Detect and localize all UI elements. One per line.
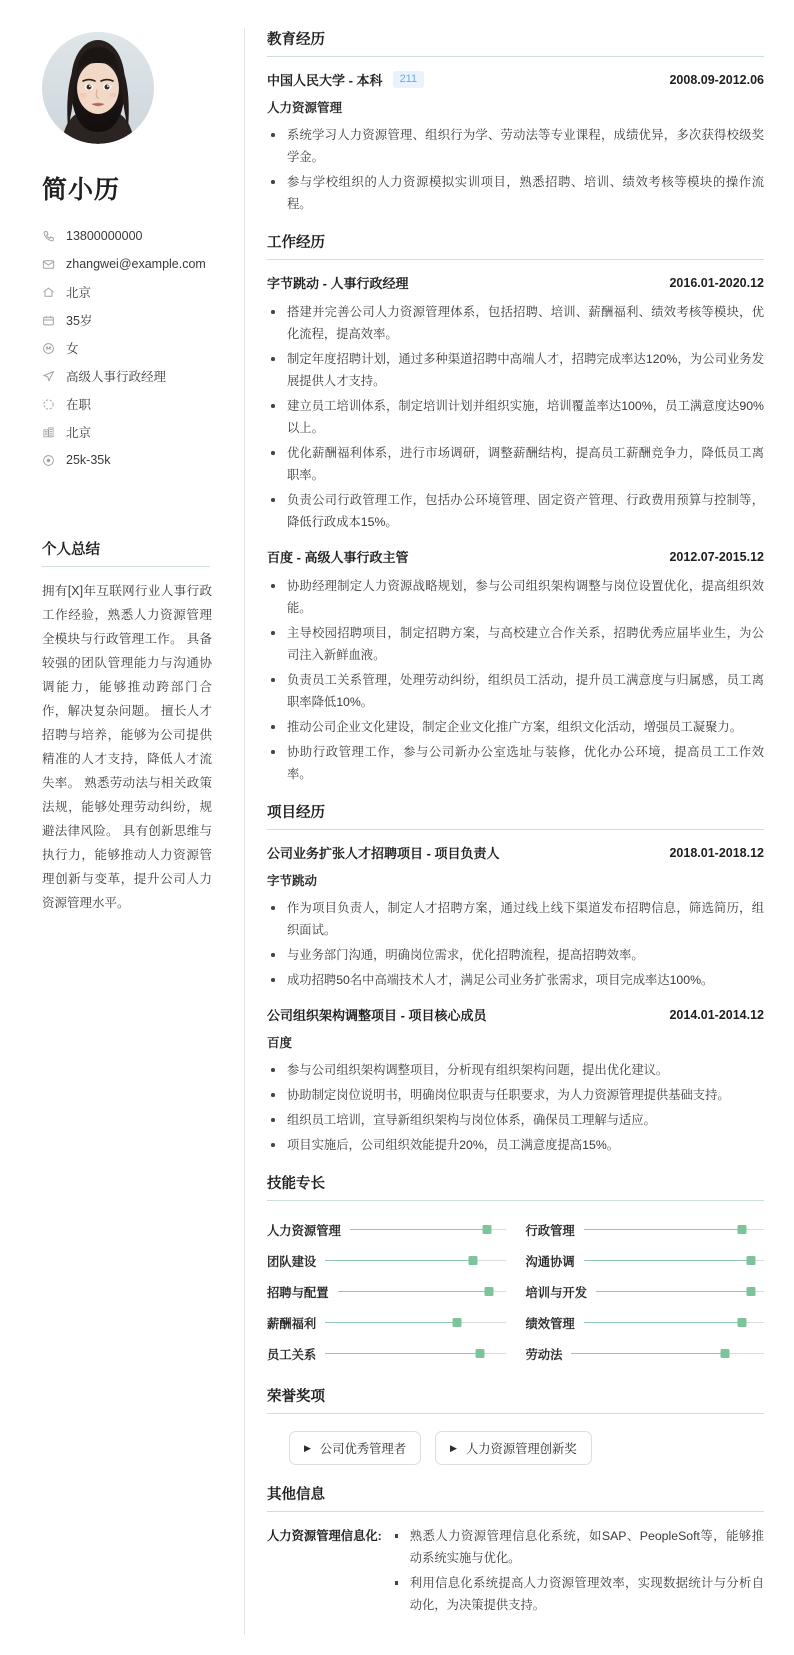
award-label: 公司优秀管理者: [319, 1442, 407, 1456]
skill-row: [267, 1276, 506, 1307]
skill-knob[interactable]: [721, 1349, 730, 1358]
entry-header: [267, 843, 764, 862]
skill-row: [526, 1338, 765, 1369]
city-icon: [42, 426, 60, 439]
list-item: 参与公司组织架构调整项目，分析现有组织架构问题，提出优化建议。: [267, 1059, 764, 1081]
skill-fill: [584, 1229, 743, 1231]
project-entry: [267, 1005, 764, 1156]
skill-label: 沟通协调: [525, 1254, 575, 1269]
skill-slider[interactable]: [325, 1254, 505, 1268]
other-info-group: [267, 1525, 764, 1619]
other-info-body: [382, 1525, 764, 1619]
skill-row: [267, 1338, 506, 1369]
skill-label: 员工关系: [267, 1347, 317, 1362]
work-entry: [267, 547, 764, 785]
summary-text: 拥有[X]年互联网行业人事行政工作经验，熟悉人力资源管理全模块与行政管理工作。 具备较强的团队管理能力与沟通协调能力，能够推动跨部门合作，解决复杂问题。 擅长人才招聘与培养，能够为公司提供精准的人才支持，降低人才流失率。 熟悉劳动法与相关政策法规，能够处理劳动纠纷，规避法律风险。 具有创新思维与执行力，能够推动人力资源管理创新与变革，提升公司人力资源管理水平。: [42, 584, 212, 910]
education-date: 2008.09-2012.06: [669, 72, 764, 87]
skill-row: [267, 1214, 506, 1245]
list-item: 制定年度招聘计划，通过多种渠道招聘中高端人才，招聘完成率达120%，为公司业务发展提供人才支持。: [267, 348, 764, 392]
section-awards: [267, 1385, 764, 1467]
list-item: 主导校园招聘项目，制定招聘方案，与高校建立合作关系，招聘优秀应届毕业生，为公司注入新鲜血液。: [267, 622, 764, 666]
list-item: 系统学习人力资源管理、组织行为学、劳动法等专业课程，成绩优异，多次获得校级奖学金。: [267, 124, 764, 168]
contact-value: 13800000000: [66, 229, 143, 243]
list-item: 利用信息化系统提高人力资源管理效率，实现数据统计与分析自动化，为决策提供支持。: [390, 1572, 764, 1616]
project-company: 字节跳动: [267, 874, 318, 888]
project-bullets: [267, 897, 764, 991]
page-title: 简小历: [42, 176, 121, 204]
skill-fill: [571, 1353, 725, 1355]
skill-label: 人力资源管理: [267, 1223, 341, 1238]
award-label: 人力资源管理创新奖: [465, 1442, 577, 1456]
skill-label: 薪酬福利: [267, 1316, 317, 1331]
section-title-work: 工作经历: [267, 231, 764, 260]
contact-value: 女: [66, 342, 79, 356]
skill-knob[interactable]: [747, 1256, 756, 1265]
section-skills: [267, 1172, 764, 1369]
skill-row: [526, 1214, 765, 1245]
work-company-role: 百度 - 高级人事行政主管: [267, 550, 409, 565]
contact-position: [42, 362, 226, 390]
skill-fill: [325, 1260, 473, 1262]
other-info-label: 人力资源管理信息化:: [267, 1529, 382, 1543]
skill-row: [526, 1245, 765, 1276]
contact-value: 35岁: [66, 314, 93, 328]
skill-fill: [325, 1322, 457, 1324]
skill-row: [267, 1245, 506, 1276]
contact-value: zhangwei@example.com: [66, 257, 206, 271]
skill-label: 培训与开发: [525, 1285, 587, 1300]
work-bullets: [267, 301, 764, 533]
skill-fill: [584, 1322, 743, 1324]
section-title-other-info: 其他信息: [267, 1483, 764, 1512]
section-work: [267, 231, 764, 785]
skill-knob[interactable]: [476, 1349, 485, 1358]
skill-fill: [596, 1291, 751, 1293]
education-entry: [267, 70, 764, 215]
contact-email: [42, 250, 226, 278]
list-item: 项目实施后，公司组织效能提升20%，员工满意度提高15%。: [267, 1134, 764, 1156]
contact-value: 25k-35k: [66, 453, 111, 467]
summary-section-title: 个人总结: [42, 538, 210, 567]
avatar-image: [42, 32, 154, 144]
skill-fill: [584, 1260, 752, 1262]
skill-label: 绩效管理: [525, 1316, 575, 1331]
list-item: 负责公司行政管理工作，包括办公环境管理、固定资产管理、行政费用预算与控制等，降低行政成本15%。: [267, 489, 764, 533]
skill-knob[interactable]: [484, 1287, 493, 1296]
work-bullets: [267, 575, 764, 785]
skill-slider[interactable]: [584, 1254, 764, 1268]
entry-header: [267, 70, 764, 89]
skill-knob[interactable]: [469, 1256, 478, 1265]
work-entry: [267, 273, 764, 533]
skill-label: 行政管理: [525, 1223, 575, 1238]
section-title-education: 教育经历: [267, 28, 764, 57]
list-item: 与业务部门沟通，明确岗位需求，优化招聘流程，提高招聘效率。: [267, 944, 764, 966]
skill-slider[interactable]: [584, 1316, 764, 1330]
education-school-text: 中国人民大学 - 本科: [267, 73, 383, 88]
calendar-icon: [42, 314, 60, 327]
list-item: 成功招聘50名中高端技术人才，满足公司业务扩张需求，项目完成率达100%。: [267, 969, 764, 991]
work-date: 2012.07-2015.12: [669, 549, 764, 564]
skill-slider[interactable]: [584, 1223, 764, 1237]
list-item: 负责员工关系管理，处理劳动纠纷，组织员工活动，提升员工满意度与归属感，员工离职率降低10%。: [267, 669, 764, 713]
work-company-role: 字节跳动 - 人事行政经理: [267, 276, 409, 291]
play-icon: ▶: [304, 1442, 311, 1453]
skill-row: [526, 1276, 765, 1307]
contact-value: 北京: [66, 426, 92, 440]
skill-knob[interactable]: [746, 1287, 755, 1296]
project-bullets: [267, 1059, 764, 1156]
skill-knob[interactable]: [738, 1318, 747, 1327]
list-item: 作为项目负责人，制定人才招聘方案，通过线上线下渠道发布招聘信息，筛选简历，组织面试。: [267, 897, 764, 941]
skill-slider[interactable]: [350, 1223, 506, 1237]
skill-knob[interactable]: [738, 1225, 747, 1234]
skill-label: 招聘与配置: [267, 1285, 329, 1300]
project-name-role: 公司业务扩张人才招聘项目 - 项目负责人: [267, 846, 500, 861]
entry-header: [267, 1005, 764, 1024]
list-item: 协助制定岗位说明书，明确岗位职责与任职要求，为人力资源管理提供基础支持。: [267, 1084, 764, 1106]
education-school: [267, 70, 424, 89]
skill-slider[interactable]: [325, 1347, 505, 1361]
list-item: 参与学校组织的人力资源模拟实训项目，熟悉招聘、培训、绩效考核等模块的操作流程。: [267, 171, 764, 215]
list-item: 建立员工培训体系，制定培训计划并组织实施，培训覆盖率达100%，员工满意度达90%以上。: [267, 395, 764, 439]
status-badge: 211: [393, 71, 425, 88]
skill-slider[interactable]: [571, 1347, 764, 1361]
contact-phone: [42, 222, 226, 250]
contact-status: [42, 390, 226, 418]
contact-gender: [42, 334, 226, 362]
main-content: [245, 28, 764, 1635]
project-name-role: 公司组织架构调整项目 - 项目核心成员: [267, 1008, 487, 1023]
list-item: 推动公司企业文化建设，制定企业文化推广方案，组织文化活动，增强员工凝聚力。: [267, 716, 764, 738]
skill-slider[interactable]: [338, 1285, 506, 1299]
list-item: 搭建并完善公司人力资源管理体系，包括招聘、培训、薪酬福利、绩效考核等模块，优化流程，提高效率。: [267, 301, 764, 345]
phone-icon: [42, 230, 60, 243]
gender-icon: [42, 342, 60, 355]
education-bullets: [267, 124, 764, 215]
section-title-projects: 项目经历: [267, 801, 764, 830]
skills-grid: [267, 1214, 764, 1369]
play-icon: ▶: [450, 1442, 457, 1453]
list-item: 优化薪酬福利体系，进行市场调研，调整薪酬结构，提高员工薪酬竞争力，降低员工离职率。: [267, 442, 764, 486]
status-icon: [42, 398, 60, 411]
contact-city: [42, 418, 226, 446]
section-projects: [267, 801, 764, 1156]
salary-icon: [42, 454, 60, 467]
skill-label: 团队建设: [267, 1254, 317, 1269]
project-company: 百度: [267, 1036, 293, 1050]
project-date: 2014.01-2014.12: [669, 1007, 764, 1022]
skill-fill: [325, 1353, 480, 1355]
award-chip[interactable]: [289, 1431, 421, 1465]
project-date: 2018.01-2018.12: [669, 845, 764, 860]
skill-fill: [338, 1291, 489, 1293]
home-icon: [42, 286, 60, 299]
skill-fill: [350, 1229, 487, 1231]
section-education: [267, 28, 764, 215]
work-date: 2016.01-2020.12: [669, 275, 764, 290]
email-icon: [42, 258, 60, 271]
skill-row: [267, 1307, 506, 1338]
list-item: 组织员工培训，宣导新组织架构与岗位体系，确保员工理解与适应。: [267, 1109, 764, 1131]
other-info-bullets: [390, 1525, 764, 1616]
entry-header: [267, 547, 764, 566]
contact-value: 在职: [66, 398, 92, 412]
contact-list: [42, 222, 226, 474]
contact-salary: [42, 446, 226, 474]
skill-label: 劳动法: [525, 1347, 563, 1362]
awards-row: [267, 1427, 764, 1467]
sidebar: [30, 28, 245, 1635]
education-major: 人力资源管理: [267, 101, 343, 115]
section-title-awards: 荣誉奖项: [267, 1385, 764, 1414]
section-other-info: [267, 1483, 764, 1619]
award-chip[interactable]: [435, 1431, 592, 1465]
avatar: [42, 32, 154, 144]
skill-row: [526, 1307, 765, 1338]
contact-age: [42, 306, 226, 334]
position-icon: [42, 370, 60, 383]
contact-hometown: [42, 278, 226, 306]
list-item: 协助经理制定人力资源战略规划，参与公司组织架构调整与岗位设置优化，提高组织效能。: [267, 575, 764, 619]
skill-knob[interactable]: [482, 1225, 491, 1234]
contact-value: 高级人事行政经理: [66, 370, 167, 384]
project-entry: [267, 843, 764, 991]
skill-slider[interactable]: [596, 1285, 764, 1299]
list-item: 熟悉人力资源管理信息化系统，如SAP、PeopleSoft等，能够推动系统实施与优化。: [390, 1525, 764, 1569]
skill-slider[interactable]: [325, 1316, 505, 1330]
section-title-skills: 技能专长: [267, 1172, 764, 1201]
list-item: 协助行政管理工作，参与公司新办公室选址与装修，优化办公环境，提高员工工作效率。: [267, 741, 764, 785]
contact-value: 北京: [66, 286, 92, 300]
entry-header: [267, 273, 764, 292]
skill-knob[interactable]: [452, 1318, 461, 1327]
